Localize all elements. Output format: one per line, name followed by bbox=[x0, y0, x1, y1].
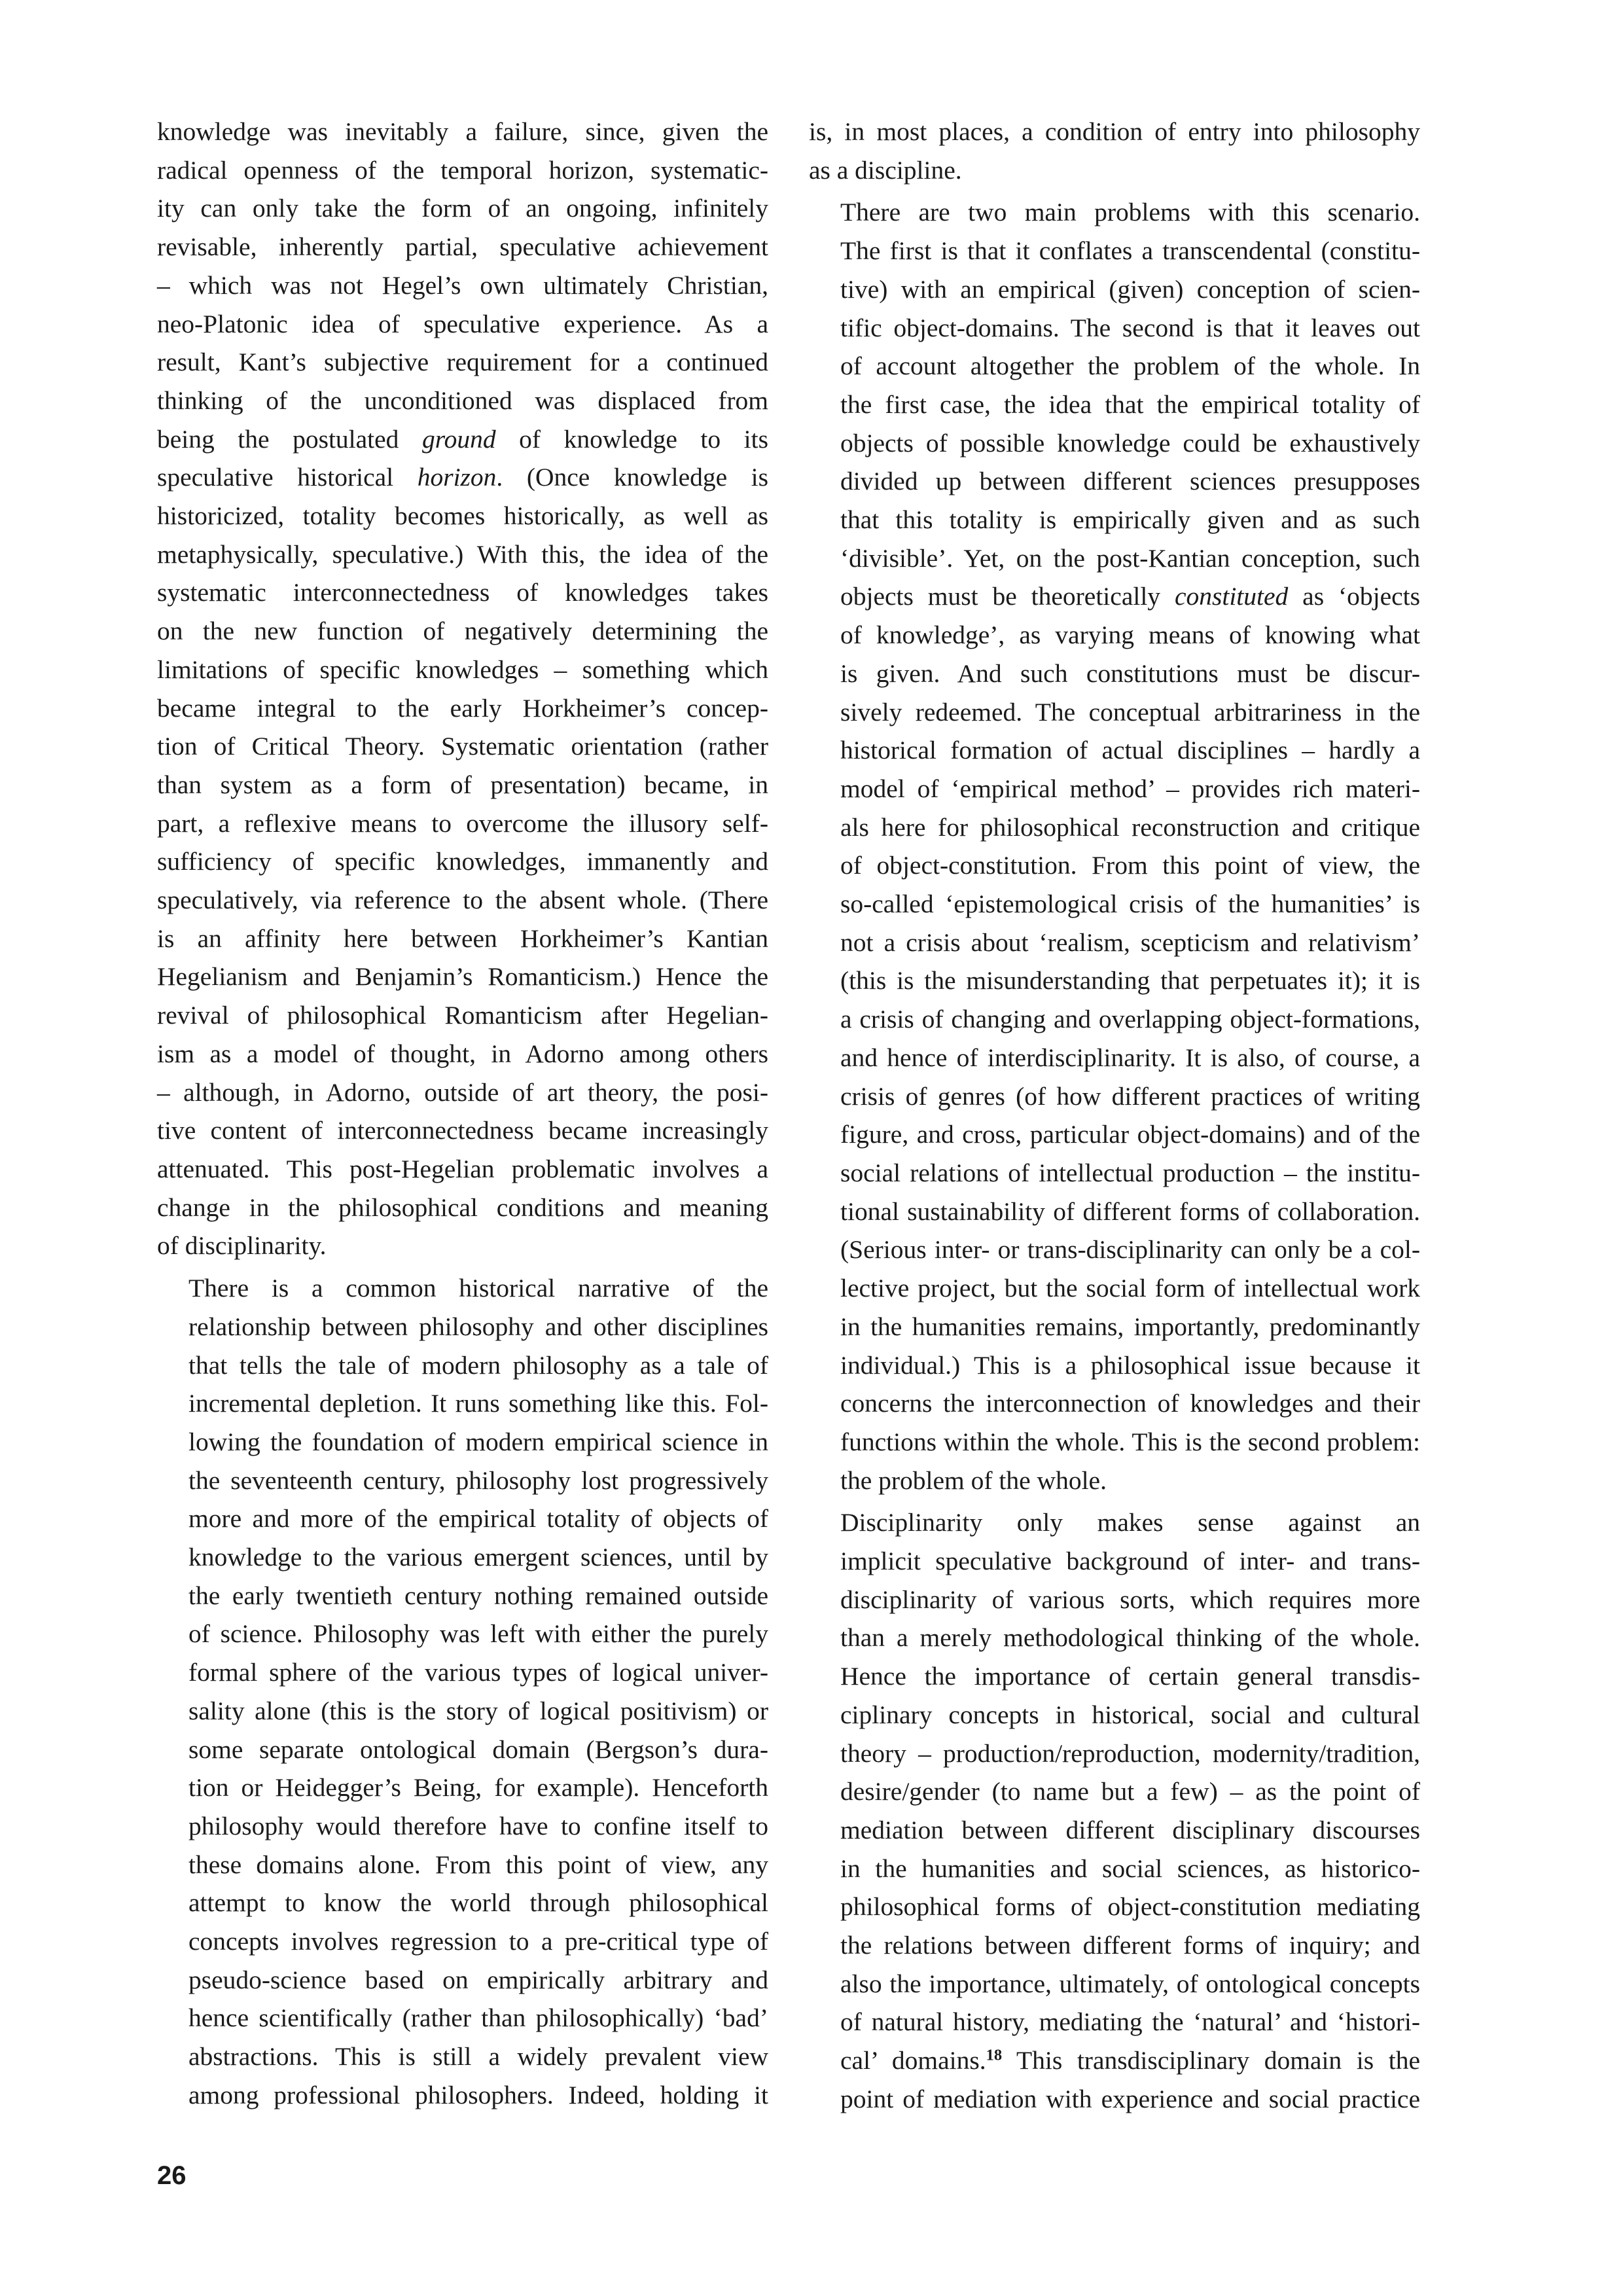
text-line: neo-Platonic idea of speculative experience. As a bbox=[157, 309, 768, 338]
right-paragraph-2 bbox=[809, 193, 1420, 1499]
text-line: There are two main problems with this scenario. bbox=[840, 198, 1420, 227]
text-line: philosophical forms of object-constitution mediating bbox=[840, 1892, 1420, 1922]
text-line: sufficiency of specific knowledges, immanently and bbox=[157, 847, 768, 876]
text-line: revival of philosophical Romanticism after Hegelian- bbox=[157, 1001, 768, 1030]
text-line: the relations between different forms of inquiry; and bbox=[840, 1931, 1420, 1960]
emphasis-constituted: constituted bbox=[1174, 582, 1289, 611]
text-line: ciplinary concepts in historical, social and cultural bbox=[840, 1700, 1420, 1729]
text-line bbox=[809, 2041, 1420, 2080]
text-line: tion or Heidegger’s Being, for example). Henceforth bbox=[188, 1773, 768, 1803]
text-line: than system as a form of presentation) became, in bbox=[157, 770, 768, 799]
text-line: individual.) This is a philosophical issue because it bbox=[840, 1350, 1420, 1380]
text-line: social relations of intellectual production – the institu- bbox=[840, 1158, 1420, 1187]
text-line: als here for philosophical reconstruction and critique bbox=[840, 812, 1420, 842]
text-line: these domains alone. From this point of view, any bbox=[188, 1850, 768, 1879]
text-line: is given. And such constitutions must be discur- bbox=[840, 658, 1420, 688]
text-line: knowledge to the various emergent sciences, until by bbox=[188, 1543, 768, 1572]
text-segment: as ‘objects bbox=[1288, 582, 1420, 611]
text-line: incremental depletion. It runs something like this. Fol- bbox=[188, 1389, 768, 1418]
text-line: – although, in Adorno, outside of art theory, the posi- bbox=[157, 1077, 768, 1107]
text-line: of object-constitution. From this point of view, the bbox=[840, 851, 1420, 880]
text-line: lective project, but the social form of intellectual work bbox=[840, 1274, 1420, 1303]
text-line bbox=[809, 577, 1420, 616]
text-line: sively redeemed. The conceptual arbitrariness in the bbox=[840, 697, 1420, 726]
text-line: historicized, totality becomes historically, as well as bbox=[157, 501, 768, 531]
text-segment: speculative historical bbox=[157, 463, 418, 492]
text-line: among professional philosophers. Indeed, holding it bbox=[188, 2080, 768, 2109]
text-line: historical formation of actual disciplines – hardly a bbox=[840, 736, 1420, 765]
text-line: in the humanities and social sciences, as historico- bbox=[840, 1854, 1420, 1883]
text-line: a crisis of changing and overlapping object-formations, bbox=[840, 1005, 1420, 1034]
text-line: model of ‘empirical method’ – provides rich materi- bbox=[840, 774, 1420, 803]
right-column bbox=[809, 113, 1420, 2119]
text-line: lowing the foundation of modern empirical science in bbox=[188, 1427, 768, 1456]
text-line: ity can only take the form of an ongoing, infinitely bbox=[157, 194, 768, 223]
text-line: (this is the misunderstanding that perpetuates it); it is bbox=[840, 966, 1420, 996]
text-line: of natural history, mediating the ‘natural’ and ‘histori- bbox=[840, 2007, 1420, 2037]
text-line: There is a common historical narrative of the bbox=[188, 1274, 768, 1303]
text-line: knowledge was inevitably a failure, since, given the bbox=[157, 117, 768, 146]
text-line bbox=[157, 420, 768, 459]
text-line: theory – production/reproduction, modernity/tradition, bbox=[840, 1738, 1420, 1768]
text-line: became integral to the early Horkheimer’s concep- bbox=[157, 693, 768, 723]
text-line: thinking of the unconditioned was displaced from bbox=[157, 386, 768, 415]
text-line: concepts involves regression to a pre-critical type of bbox=[188, 1927, 768, 1956]
text-line: tive) with an empirical (given) conception of scien- bbox=[840, 274, 1420, 304]
text-line: disciplinarity of various sorts, which requires more bbox=[840, 1585, 1420, 1614]
text-line: figure, and cross, particular object-domains) and of the bbox=[840, 1120, 1420, 1149]
text-line: the early twentieth century nothing remained outside bbox=[188, 1581, 768, 1610]
text-line: crisis of genres (of how different practices of writing bbox=[840, 1081, 1420, 1111]
text-segment: of knowledge to its bbox=[495, 424, 769, 454]
text-line: is, in most places, a condition of entry into philosophy bbox=[809, 117, 1420, 146]
text-line: attenuated. This post-Hegelian problematic involves a bbox=[157, 1154, 768, 1183]
text-line: as a discipline. bbox=[809, 155, 962, 185]
text-line: ism as a model of thought, in Adorno among others bbox=[157, 1039, 768, 1068]
text-line bbox=[157, 458, 768, 497]
text-line: (Serious inter- or trans-disciplinarity can only be a col- bbox=[840, 1235, 1420, 1265]
text-line: result, Kant’s subjective requirement for a continued bbox=[157, 348, 768, 377]
text-line: relationship between philosophy and other disciplines bbox=[188, 1312, 768, 1341]
text-line: of disciplinarity. bbox=[157, 1231, 327, 1261]
text-line: of knowledge’, as varying means of knowing what bbox=[840, 620, 1420, 650]
text-line: formal sphere of the various types of logical univer- bbox=[188, 1658, 768, 1687]
text-line: philosophy would therefore have to confine itself to bbox=[188, 1811, 768, 1840]
text-line: part, a reflexive means to overcome the illusory self- bbox=[157, 808, 768, 838]
text-line: tional sustainability of different forms of collaboration. bbox=[840, 1196, 1420, 1226]
left-column bbox=[157, 113, 768, 2115]
text-line: than a merely methodological thinking of the whole. bbox=[840, 1623, 1420, 1653]
text-segment: This transdisciplinary domain is the bbox=[1002, 2046, 1420, 2075]
text-line: that tells the tale of modern philosophy as a tale of bbox=[188, 1350, 768, 1380]
text-line: some separate ontological domain (Bergson’s dura- bbox=[188, 1734, 768, 1764]
page-number: 26 bbox=[157, 2161, 187, 2190]
text-line: tion of Critical Theory. Systematic orientation (rather bbox=[157, 732, 768, 761]
text-segment: objects must be theoretically bbox=[840, 582, 1175, 611]
text-segment: being the postulated bbox=[157, 424, 422, 454]
text-line: mediation between different disciplinary discourses bbox=[840, 1815, 1420, 1844]
text-line: desire/gender (to name but a few) – as the point of bbox=[840, 1777, 1420, 1806]
text-line: on the new function of negatively determining the bbox=[157, 617, 768, 646]
footnote-ref-18[interactable]: 18 bbox=[986, 2046, 1003, 2064]
text-line: the seventeenth century, philosophy lost progressively bbox=[188, 1465, 768, 1495]
text-line: tive content of interconnectedness became increasingly bbox=[157, 1116, 768, 1145]
text-line: is an affinity here between Horkheimer’s Kantian bbox=[157, 924, 768, 953]
text-segment: . (Once knowledge is bbox=[496, 463, 768, 492]
text-line: change in the philosophical conditions and meaning bbox=[157, 1193, 768, 1222]
text-line: revisable, inherently partial, speculative achievement bbox=[157, 232, 768, 262]
text-line: hence scientifically (rather than philosophically) ‘bad’ bbox=[188, 2003, 768, 2033]
text-line: and hence of interdisciplinarity. It is also, of course, a bbox=[840, 1043, 1420, 1072]
text-line: point of mediation with experience and social practice bbox=[840, 2084, 1420, 2113]
text-line: ‘divisible’. Yet, on the post-Kantian conception, such bbox=[840, 543, 1420, 573]
text-line: of account altogether the problem of the whole. In bbox=[840, 351, 1420, 381]
left-paragraph-2 bbox=[157, 1269, 768, 2114]
text-line: abstractions. This is still a widely prevalent view bbox=[188, 2042, 768, 2072]
text-line: more and more of the empirical totality of objects of bbox=[188, 1504, 768, 1534]
left-paragraph-1 bbox=[157, 113, 768, 1265]
text-line: the first case, the idea that the empirical totality of bbox=[840, 389, 1420, 419]
text-line: so-called ‘epistemological crisis of the humanities’ is bbox=[840, 889, 1420, 919]
text-line: speculatively, via reference to the absent whole. (There bbox=[157, 886, 768, 915]
text-line: divided up between different sciences presupposes bbox=[840, 467, 1420, 496]
text-line: functions within the whole. This is the second problem: bbox=[840, 1427, 1420, 1456]
right-paragraph-1 bbox=[809, 113, 1420, 189]
emphasis-ground: ground bbox=[421, 424, 496, 454]
text-line: radical openness of the temporal horizon, systematic- bbox=[157, 155, 768, 185]
text-line: in the humanities remains, importantly, predominantly bbox=[840, 1312, 1420, 1341]
text-line: the problem of the whole. bbox=[840, 1465, 1107, 1495]
emphasis-horizon: horizon bbox=[417, 463, 497, 492]
text-line: concerns the interconnection of knowledges and their bbox=[840, 1389, 1420, 1418]
text-line: implicit speculative background of inter- and trans- bbox=[840, 1547, 1420, 1576]
text-line: sality alone (this is the story of logical positivism) or bbox=[188, 1696, 768, 1725]
text-line: not a crisis about ‘realism, scepticism and relativism’ bbox=[840, 927, 1420, 957]
text-line: tific object-domains. The second is that it leaves out bbox=[840, 313, 1420, 342]
text-line: – which was not Hegel’s own ultimately Christian, bbox=[157, 270, 768, 300]
text-segment: cal’ domains. bbox=[840, 2046, 986, 2075]
text-line: objects of possible knowledge could be exhaustively bbox=[840, 428, 1420, 457]
text-line: of science. Philosophy was left with either the purely bbox=[188, 1619, 768, 1649]
text-line: metaphysically, speculative.) With this, the idea of the bbox=[157, 539, 768, 569]
text-line: pseudo-science based on empirically arbitrary and bbox=[188, 1965, 768, 1994]
right-paragraph-3 bbox=[809, 1503, 1420, 2118]
text-line: Hence the importance of certain general transdis- bbox=[840, 1662, 1420, 1691]
text-line: The first is that it conflates a transcendental (constitu- bbox=[840, 236, 1420, 266]
text-line: systematic interconnectedness of knowledges takes bbox=[157, 578, 768, 607]
text-line: Hegelianism and Benjamin’s Romanticism.) Hence the bbox=[157, 962, 768, 992]
text-line: limitations of specific knowledges – something which bbox=[157, 655, 768, 684]
text-line: Disciplinarity only makes sense against an bbox=[840, 1508, 1420, 1537]
text-line: also the importance, ultimately, of ontological concepts bbox=[840, 1969, 1420, 1998]
text-line: attempt to know the world through philosophical bbox=[188, 1888, 768, 1918]
text-line: that this totality is empirically given and as such bbox=[840, 505, 1420, 535]
